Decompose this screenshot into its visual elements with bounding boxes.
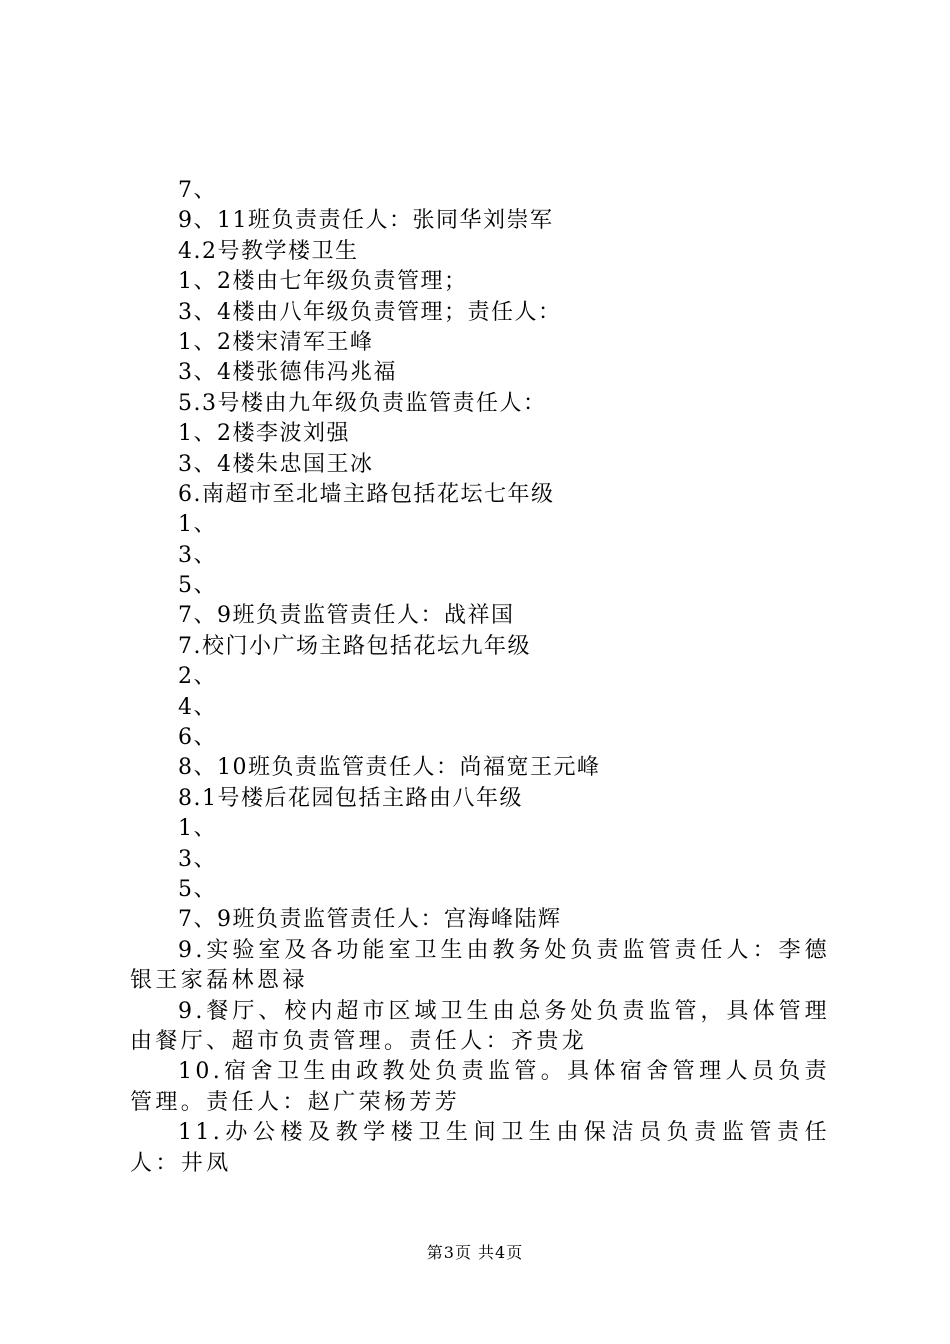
text-line: 1、 — [178, 512, 217, 538]
text-line: 5、 — [178, 876, 217, 902]
text-line: 5、 — [178, 573, 217, 599]
text-line: 7、 — [178, 178, 217, 203]
section-heading: 6.南超市至北墙主路包括花坛七年级 — [178, 481, 555, 507]
page-footer — [0, 1243, 950, 1263]
section-heading: 7.校门小广场主路包括花坛九年级 — [178, 633, 531, 659]
text-line: 3、4楼由八年级负责管理；责任人： — [178, 299, 562, 325]
text-line: 4、 — [178, 694, 217, 720]
text-line: 3、4楼张德伟冯兆福 — [178, 360, 397, 386]
text-line: 8、10班负责监管责任人：尚福宽王元峰 — [178, 755, 601, 781]
text-line: 9、11班负责责任人：张同华刘崇军 — [178, 208, 554, 234]
section-heading: 8.1号楼后花园包括主路由八年级 — [178, 785, 523, 811]
text-line: 1、 — [178, 816, 217, 842]
paragraph: 10.宿舍卫生由政教处负责监管。具体宿舍管理人员负责管理。责任人：赵广荣杨芳芳 — [130, 1059, 830, 1115]
text-line: 3、4楼朱忠国王冰 — [178, 451, 374, 477]
text-line: 7、9班负责监管责任人：战祥国 — [178, 603, 515, 629]
section-heading: 4.2号教学楼卫生 — [178, 238, 359, 264]
text-line: 2、 — [178, 664, 217, 690]
text-line: 1、2楼李波刘强 — [178, 421, 350, 447]
text-line: 3、 — [178, 846, 217, 872]
text-line: 7、9班负责监管责任人：宫海峰陆辉 — [178, 907, 562, 933]
text-line: 3、 — [178, 542, 217, 568]
section-heading: 5.3号楼由九年级负责监管责任人： — [178, 390, 547, 416]
text-line: 6、 — [178, 725, 217, 751]
document-body — [130, 176, 830, 1179]
text-line: 1、2楼由七年级负责管理； — [178, 269, 468, 295]
paragraph: 9.餐厅、校内超市区域卫生由总务处负责监管，具体管理由餐厅、超市负责管理。责任人：齐贵龙 — [130, 998, 830, 1054]
page-number-label: 第3页 共4页 — [426, 1243, 524, 1262]
text-line: 1、2楼宋清军王峰 — [178, 329, 374, 355]
paragraph: 11.办公楼及教学楼卫生间卫生由保洁员负责监管责任人：井凤 — [130, 1120, 830, 1176]
paragraph: 9.实验室及各功能室卫生由教务处负责监管责任人：李德银王家磊林恩禄 — [130, 937, 830, 994]
